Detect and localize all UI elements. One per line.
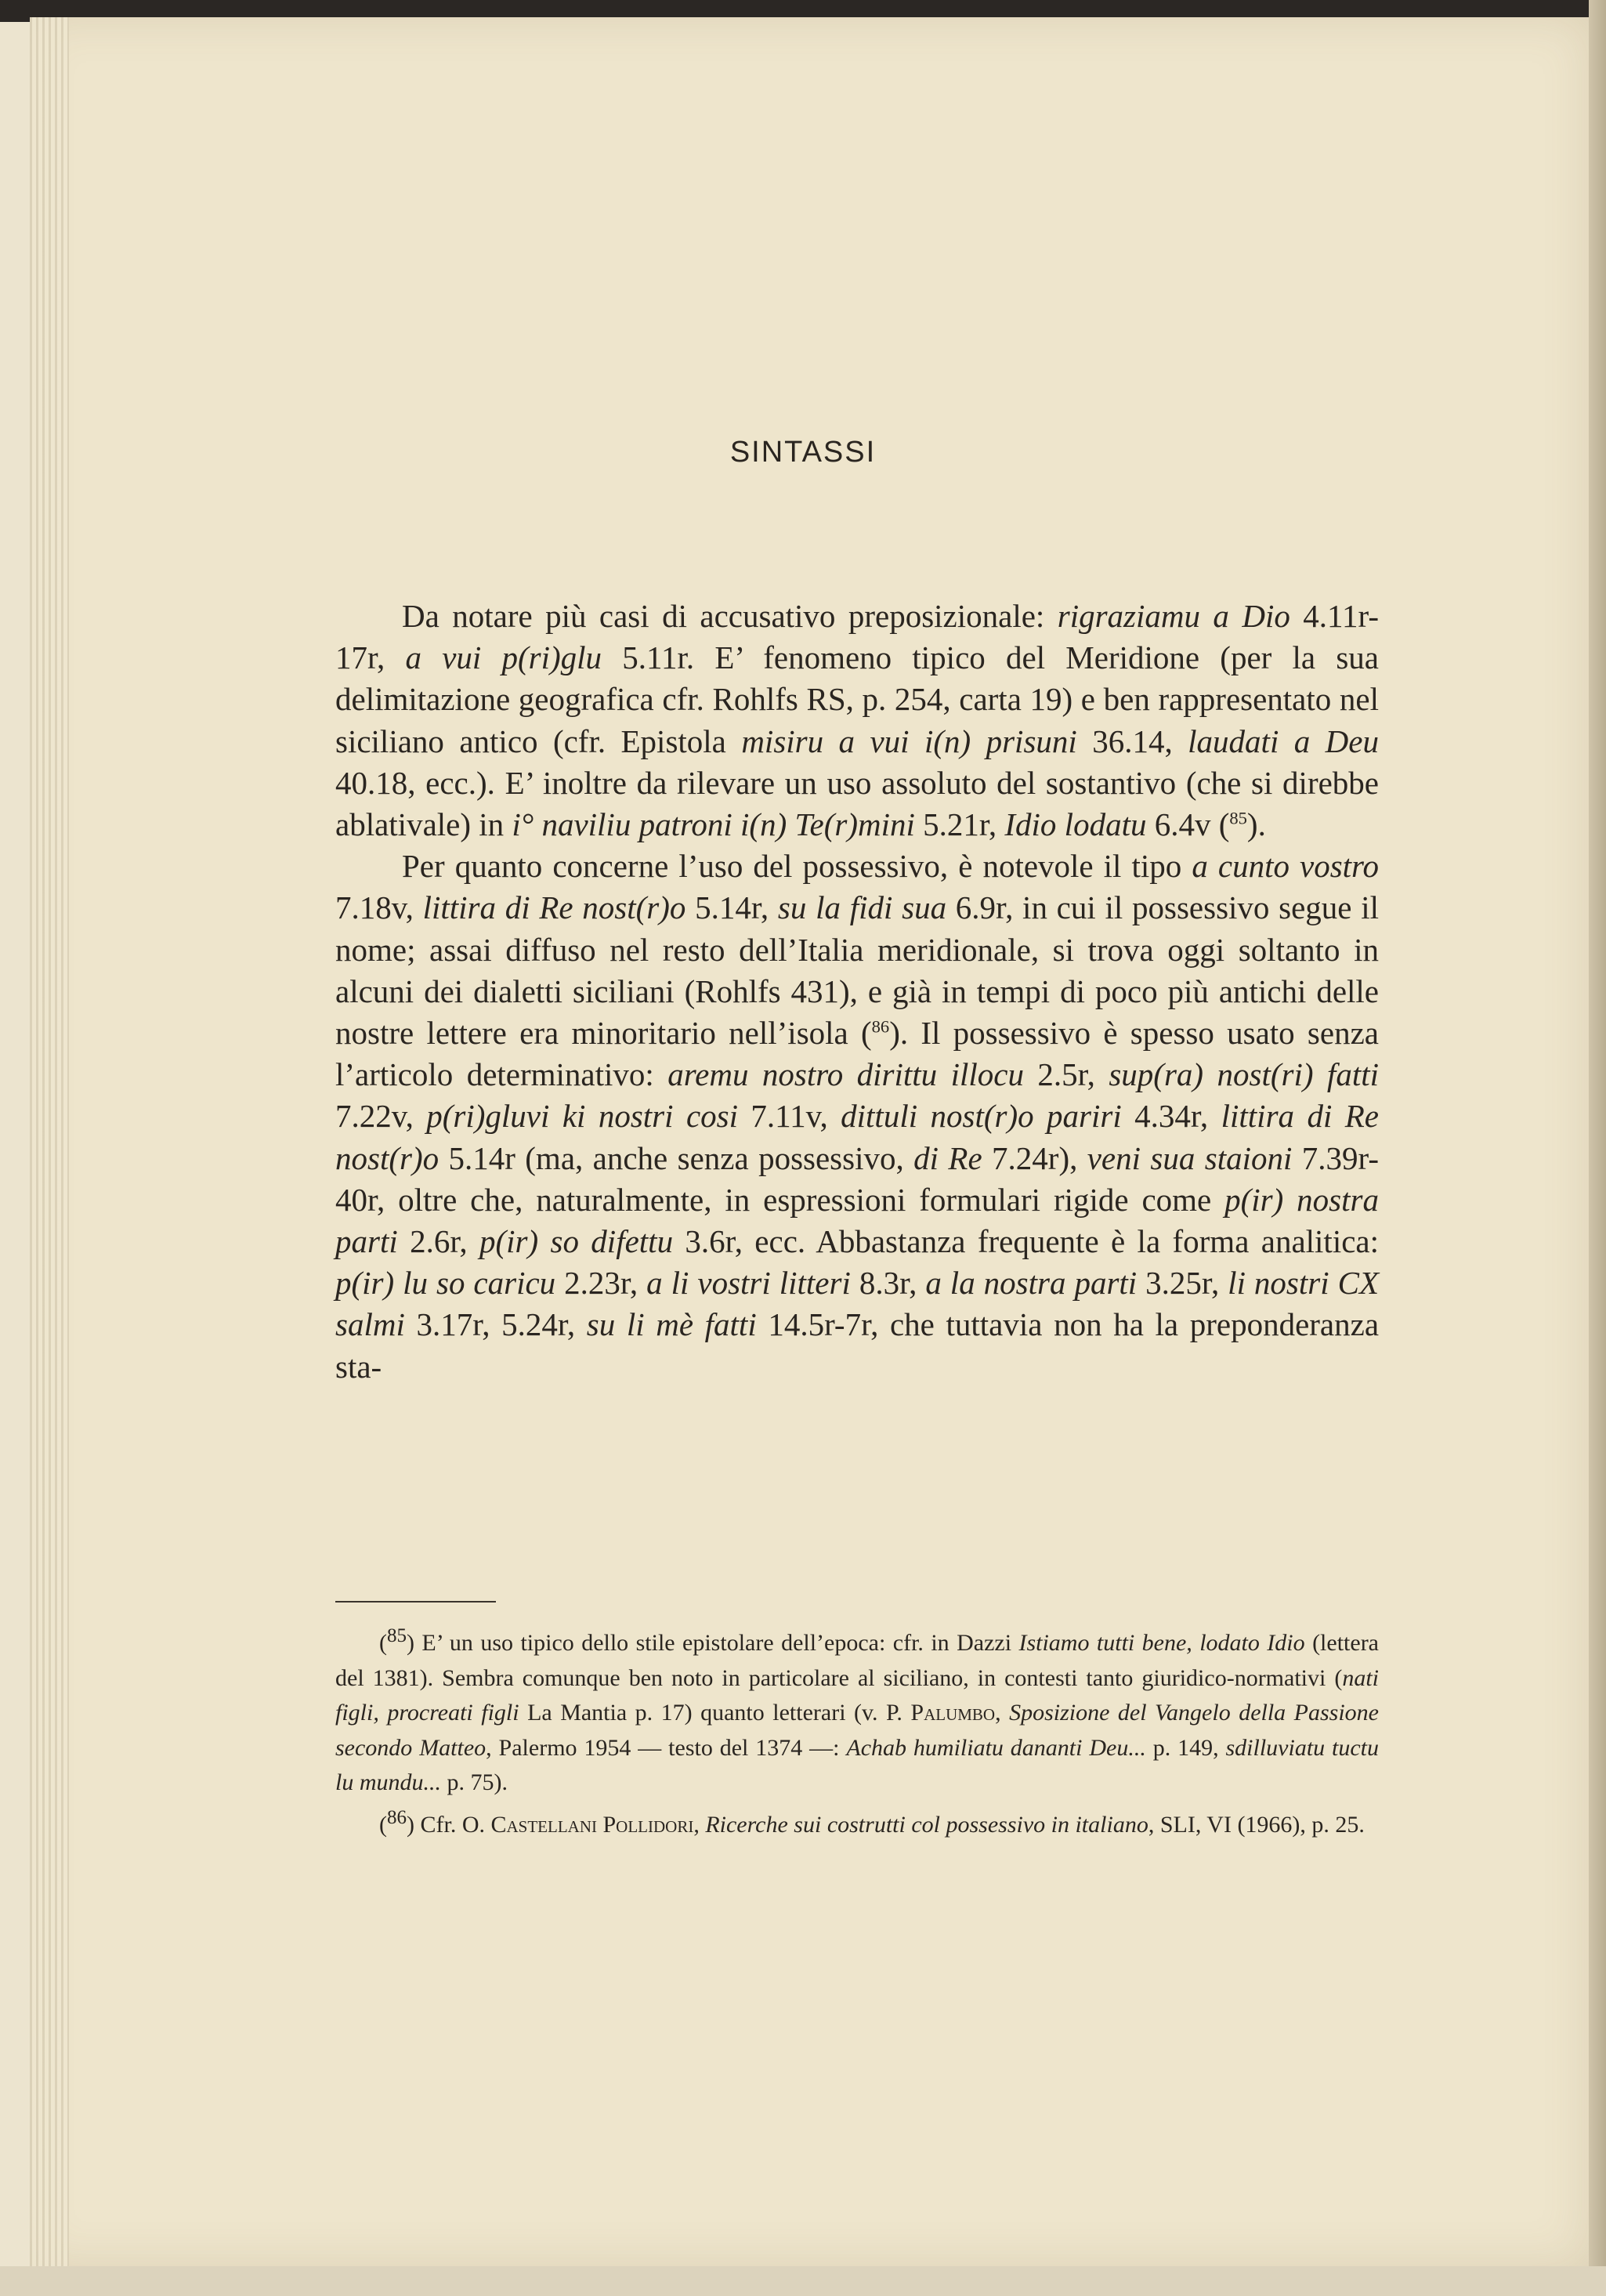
scan-border-bottom [0, 2266, 1606, 2296]
section-heading: SINTASSI [729, 436, 877, 469]
footnote-86: ($^{86}$) Cfr. O. Castellani Pollidori, Ricerche sui costrutti col possessivo in italiano, SLI, VI (1966), p. 25. [379, 1806, 1365, 1838]
footnote-85: ($^{85}$) E’ un uso tipico dello stile epistolare dell’epoca: cfr. in Dazzi Istiamo tutti bene, lodato Idio (lettera del 1381). Sembra comunque ben noto in particolare al siciliano, in contesti tanto giuridico-normativi (nati figli, procreati figli La Mantia p. 17) quanto letterari (v. P. Palumbo, Sposizione del Vangelo della Passione secondo Matteo, Palermo 1954 — testo del 1374 —: Achab humiliatu dananti Deu... p. 149, sdilluviatu tuctu lu mundu... p. 75). [335, 1625, 1380, 1795]
page-edges-left [30, 17, 69, 2266]
main-text [335, 596, 1379, 1388]
page-edge-right [1589, 0, 1606, 2296]
paragraph: Da notare più casi di accusativo preposizionale: rigraziamu a Dio 4.11r-17r, a vui p(ri)glu 5.11r. E’ fenomeno tipico del Meridione (per la sua delimitazione geografica cfr. Rohlfs RS, p. 254, carta 19) e ben rappresentato nel siciliano antico (cfr. Epistola misiru a vui i(n) prisuni 36.14, laudati a Deu 40.18, ecc.). E’ inoltre da rilevare un uso assoluto del sostantivo (che si direbbe ablativale) in i° naviliu patroni i(n) Te(r)mini 5.21r, Idio lodatu 6.4v ($^{85}$). [335, 598, 1379, 843]
footnotes [335, 1619, 1379, 1842]
footnote-divider [335, 1601, 496, 1602]
paragraph: Per quanto concerne l’uso del possessivo, è notevole il tipo a cunto vostro 7.18v, littira di Re nost(r)o 5.14r, su la fidi sua 6.9r, in cui il possessivo segue il nome; assai diffuso nel resto dell’Italia meridionale, si trova oggi soltanto in alcuni dei dialetti siciliani (Rohlfs 431), e già in tempi di poco più antichi delle nostre lettere era minoritario nell’isola ($^{86}$). Il possessivo è spesso usato senza l’articolo determinativo: aremu nostro dirittu illocu 2.5r, sup(ra) nost(ri) fatti 7.22v, p(ri)gluvi ki nostri cosi 7.11v, dittuli nost(r)o pariri 4.34r, littira di Re nost(r)o 5.14r (ma, anche senza possessivo, di Re 7.24r), veni sua staioni 7.39r-40r, oltre che, naturalmente, in espressioni formulari rigide come p(ir) nostra parti 2.6r, p(ir) so difettu 3.6r, ecc. Abbastanza frequente è la forma analitica: p(ir) lu so caricu 2.23r, a li vostri litteri 8.3r, a la nostra parti 3.25r, li nostri CX salmi 3.17r, 5.24r, su li mè fatti 14.5r-7r, che tuttavia non ha la preponderanza sta- [335, 848, 1380, 1385]
